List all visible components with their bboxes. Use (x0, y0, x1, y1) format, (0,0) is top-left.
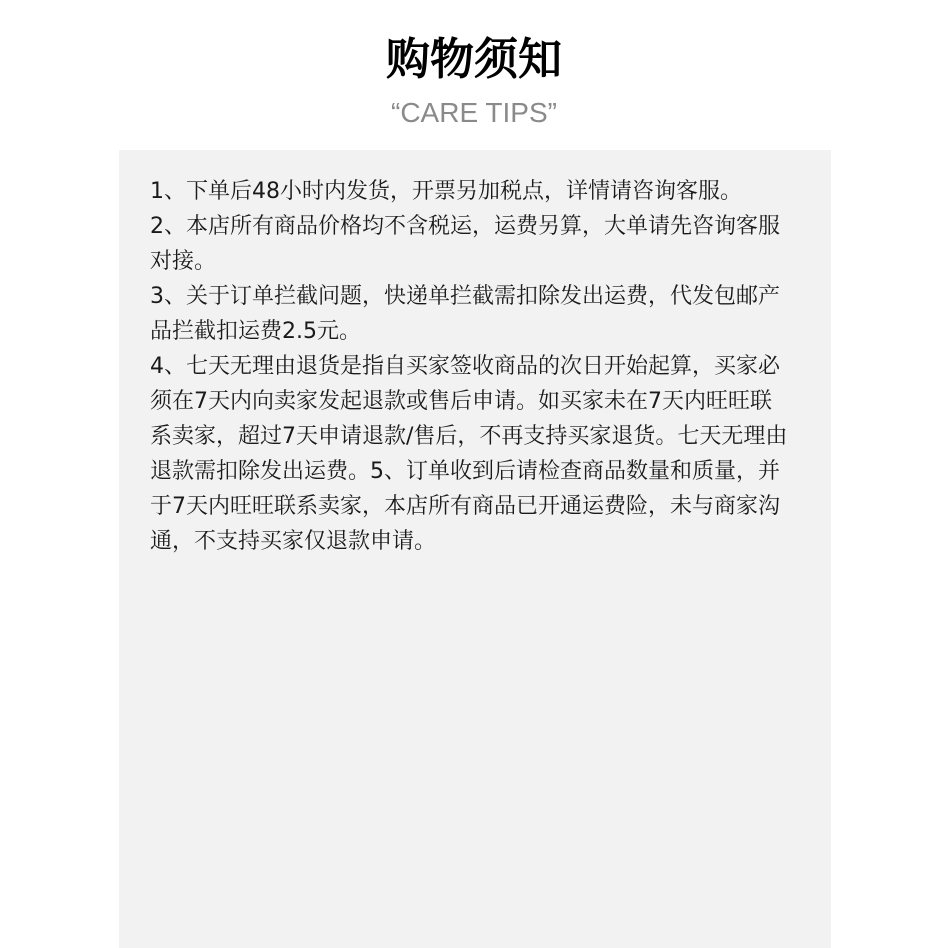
note-item-1: 1、下单后48小时内发货，开票另加税点，详情请咨询客服。 (150, 179, 742, 204)
notes-content (150, 174, 790, 559)
note-item-4: 4、七天无理由退货是指自买家签收商品的次日开始起算，买家必须在7天内向卖家发起退款或售后申请。如买家未在7天内旺旺联系卖家，超过7天申请退款/售后，不再支持买家退货。七天无理由退款需扣除发出运费。5、订单收到后请检查商品数量和质量，并于7天内旺旺联系卖家，本店所有商品已开通运费险，未与商家沟通，不支持买家仅退款申请。 (150, 354, 788, 554)
note-item-2: 2、本店所有商品价格均不含税运，运费另算，大单请先咨询客服对接。 (150, 214, 780, 274)
page-title: 购物须知 (386, 34, 562, 85)
note-item-3: 3、关于订单拦截问题，快递单拦截需扣除发出运费，代发包邮产品拦截扣运费2.5元。 (150, 284, 780, 344)
page-subtitle: “CARE TIPS” (391, 97, 557, 128)
notes-panel (119, 150, 831, 948)
